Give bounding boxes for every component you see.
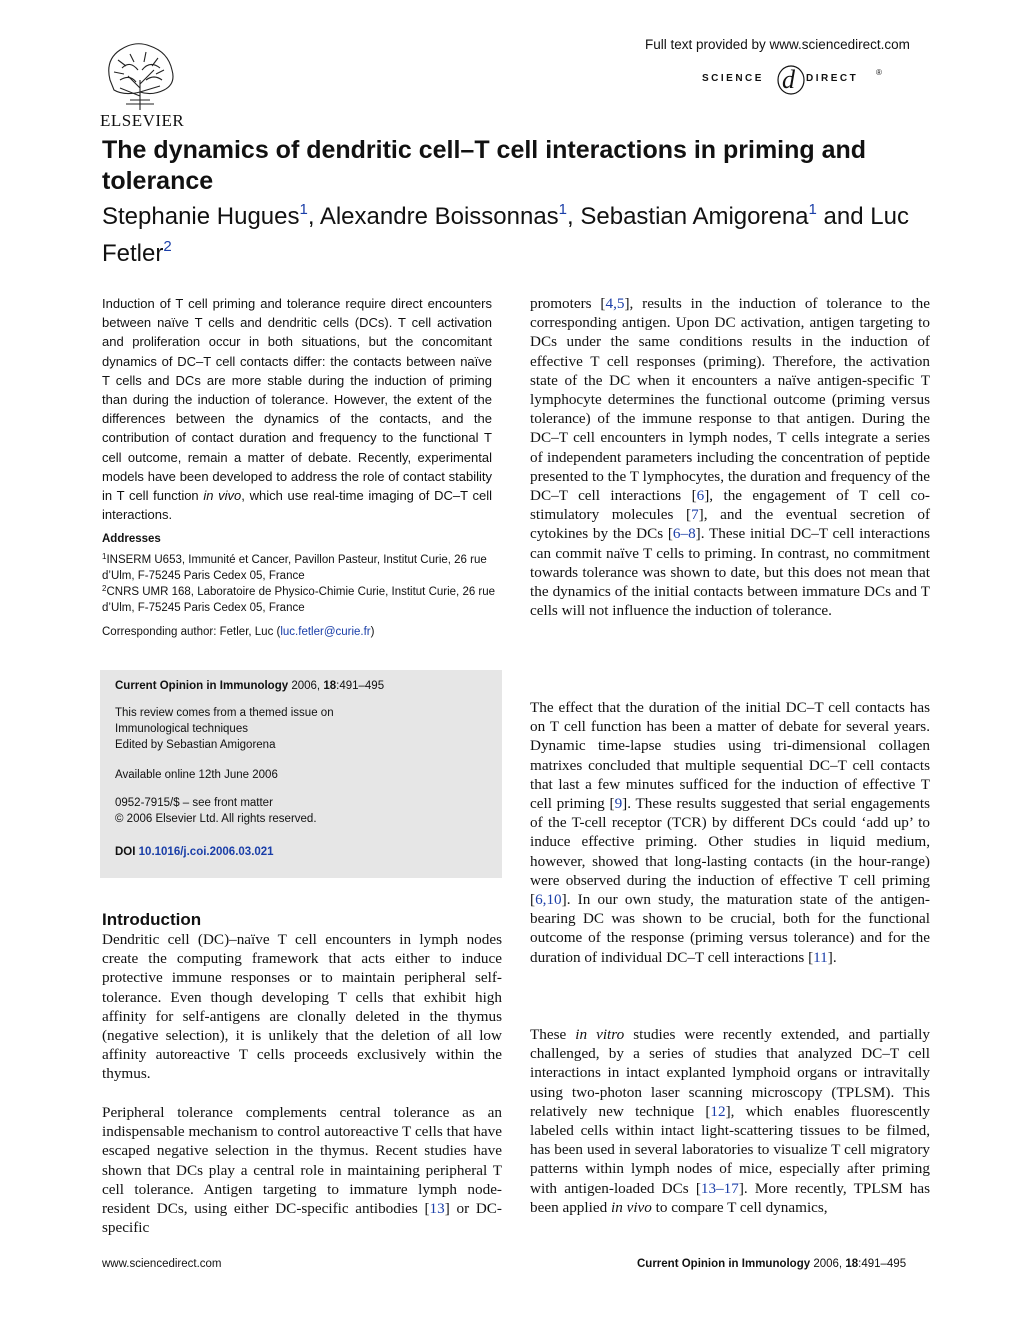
body-text: ]. — [827, 948, 837, 966]
sd-logo-left: SCIENCE — [702, 73, 764, 84]
infobox-doi — [115, 844, 485, 860]
infobox-copyright: © 2006 Elsevier Ltd. All rights reserved. — [115, 813, 317, 825]
infobox-journal: Current Opinion in Immunology — [115, 680, 289, 692]
body-text: ] or DC-specific — [102, 1200, 502, 1237]
infobox-themed-line1: This review comes from a themed issue on — [115, 707, 334, 719]
author-separator: and — [816, 203, 871, 230]
publisher-name: ELSEVIER — [100, 111, 185, 130]
infobox-rights — [115, 795, 485, 827]
infobox-edited-by: Edited by Sebastian Amigorena — [115, 739, 276, 751]
author-separator: , — [307, 203, 320, 230]
fulltext-notice[interactable]: Full text provided by www.sciencedirect.com — [645, 37, 910, 52]
sd-logo-mark-icon — [774, 58, 808, 98]
body-text: ]. In our own study, the maturation state of the antigen-bearing DC was shown to be crucial, both for the functional outcome of the response (priming versus tolerance) and for the duration of individual DC–T cell interactions [ — [530, 891, 930, 966]
infobox-doi-link[interactable]: 10.1016/j.coi.2006.03.021 — [138, 846, 274, 858]
infobox-themed-line2: Immunological techniques — [115, 723, 248, 735]
intro-paragraph-2 — [102, 1103, 502, 1237]
article-info-box — [100, 670, 502, 878]
infobox-citation — [115, 678, 485, 694]
citation-link[interactable]: 6 — [696, 487, 705, 505]
infobox-themed — [115, 705, 485, 753]
footer-volume: 18 — [845, 1258, 859, 1270]
author-affiliation: 2 — [163, 238, 172, 255]
footer-year: 2006, — [813, 1258, 843, 1270]
sd-logo-registered-icon: ® — [876, 68, 882, 77]
body-text: ]. More recently, TPLSM has been applied — [530, 1179, 931, 1216]
corresponding-prefix: Corresponding author: Fetler, Luc ( — [102, 626, 281, 638]
body-text: promoters [ — [530, 295, 606, 312]
body-text: These — [530, 1026, 576, 1043]
body-text: ], and the eventual secretion of cytokines by the DCs [ — [530, 506, 931, 543]
author-name: Stephanie Hugues — [102, 203, 300, 230]
abstract-italic: in vivo — [203, 488, 242, 504]
body-text: ], which enables fluorescently labeled cells within intact light-scattering tissues to be filmed, has been used in several laboratories to visualize T cell migratory patterns within lymph nodes of mice, especially after priming with antigen-loaded DCs [ — [530, 1102, 931, 1197]
body-text: ]. These results suggested that serial engagements of the T-cell receptor (TCR) by different DCs could ‘add up’ to induce effective priming. Other studies in liquid medium, however, showed that long-lasting contacts (in the hour-range) were observed during the induction of effective T cell priming [ — [530, 795, 930, 909]
svg-text:d: d — [782, 65, 795, 94]
right-paragraph-2 — [530, 698, 930, 967]
citation-link[interactable]: 4,5 — [605, 295, 625, 312]
footer-website[interactable]: www.sciencedirect.com — [102, 1258, 222, 1270]
corresponding-author — [102, 626, 375, 638]
body-text: Peripheral tolerance complements central tolerance as an indispensable mechanism to control autoreactive T cells that have escaped negative selection in the thymus. Recent studies have shown that DCs play a central role in maintaining peripheral T cell tolerance. Antigen targeting to immature lymph node-resident DCs, using either DC-specific antibodies [ — [102, 1104, 502, 1218]
citation-link[interactable]: 6,10 — [535, 891, 562, 909]
body-italic: in vivo — [610, 1198, 652, 1216]
corresponding-email-link[interactable]: luc.fetler@curie.fr — [280, 626, 371, 638]
article-title: The dynamics of dendritic cell–T cell interactions in priming and tolerance — [102, 136, 867, 195]
citation-link[interactable]: 11 — [813, 948, 828, 966]
citation-link[interactable]: 13–17 — [700, 1179, 739, 1197]
section-heading-introduction: Introduction — [102, 910, 202, 929]
abstract — [102, 294, 492, 524]
author-list — [102, 195, 932, 269]
body-text: ], the engagement of T cell co-stimulatory molecules [ — [530, 487, 930, 524]
body-text: The effect that the duration of the initial DC–T cell contacts has on T cell function has been a matter of debate for several years. Dynamic time-lapse studies using tri-dimensional collagen matrixes concluded that multiple sequential DC–T cell contacts that last a few minutes sufficed for the induction of effective T cell priming [ — [530, 699, 930, 813]
right-paragraph-3 — [530, 1025, 930, 1217]
abstract-text-end: , which use real-time imaging of DC–T cell interactions. — [102, 488, 492, 523]
citation-link[interactable]: 12 — [710, 1102, 726, 1120]
corresponding-suffix: ) — [370, 626, 375, 638]
citation-link[interactable]: 7 — [691, 506, 699, 524]
address-number: 2 — [102, 584, 107, 593]
right-paragraph-1 — [530, 294, 930, 620]
author-separator: , — [567, 203, 581, 230]
abstract-text: Induction of T cell priming and tolerance require direct encounters between naïve T cells and dendritic cells (DCs). T cell activation and proliferation occur in both situations, but the concomitant dynamics of DC–T cell contacts differ: the contacts between naïve T cells and DCs are more stable during the induction of priming than during the induction of tolerance. However, the extent of the differences between the dynamics of the contacts, and the contribution of contact duration and frequency to the functional T cell outcome, remain a matter of debate. Recently, experimental models have been developed to address the role of contact stability in T cell function — [102, 296, 492, 504]
body-text: studies were recently extended, and partially challenged, by a series of studies that analyzed DC–T cell interactions in intact explanted lymphoid organs or intravitally using two-photon laser scanning microscopy (TPLSM). This relatively new technique [ — [530, 1026, 930, 1120]
author-affiliation: 1 — [808, 201, 817, 218]
infobox-pages: :491–495 — [336, 680, 385, 692]
citation-link[interactable]: 13 — [429, 1200, 445, 1218]
infobox-year: 2006, — [291, 680, 321, 692]
address-1 — [102, 549, 500, 584]
author-name: Luc Fetler — [102, 203, 909, 267]
author-name: Sebastian Amigorena — [580, 203, 809, 230]
body-text: ], results in the induction of tolerance to the corresponding antigen. Upon DC activation, antigen targeting to DCs under the same conditions results in the induction of effective T cell responses (priming). Therefore, the activation state of the DC when it encounters a naïve antigen-specific T lymphocyte determines the functional outcome (priming versus tolerance) of the immune response to that antigen. During the DC–T cell encounters in lymph nodes, T cells integrate a series of independent parameters including the concentration of peptide presented to the T lymphocytes, the duration and frequency of the DC–T cell interactions [ — [530, 295, 930, 505]
infobox-issn: 0952-7915/$ – see front matter — [115, 797, 273, 809]
author-affiliation: 1 — [558, 201, 568, 218]
citation-link[interactable]: 6–8 — [672, 525, 696, 543]
infobox-volume: 18 — [323, 680, 337, 692]
body-text: to compare T cell dynamics, — [651, 1198, 828, 1216]
address-2 — [102, 581, 500, 616]
infobox-doi-label: DOI — [115, 846, 136, 858]
footer-pages: :491–495 — [858, 1258, 907, 1270]
author-name: Alexandre Boissonnas — [319, 203, 559, 230]
sciencedirect-logo[interactable] — [700, 60, 880, 98]
footer-citation — [637, 1258, 906, 1270]
address-text: INSERM U653, Immunité et Cancer, Pavillon Pasteur, Institut Curie, 26 rue d’Ulm, F-75245 Paris Cedex 05, France — [102, 554, 487, 582]
author-affiliation: 1 — [299, 201, 308, 218]
infobox-available: Available online 12th June 2006 — [115, 769, 278, 781]
body-text: ]. These initial DC–T cell interactions can commit naïve T cells to priming. In contrast, no commitment towards tolerance was shown to date, but this does not mean that the dynamics of the initial contacts between immature DCs and T cells will not influence the induction of tolerance. — [530, 525, 930, 620]
sd-logo-right: DIRECT — [806, 73, 859, 84]
address-text: CNRS UMR 168, Laboratoire de Physico-Chimie Curie, Institut Curie, 26 rue d’Ulm, F-75245 Paris Cedex 05, France — [102, 586, 496, 614]
body-italic: in vitro — [575, 1026, 625, 1043]
address-number: 1 — [102, 552, 107, 561]
addresses-heading: Addresses — [102, 533, 161, 545]
footer-journal: Current Opinion in Immunology — [637, 1258, 811, 1270]
intro-paragraph-1: Dendritic cell (DC)–naïve T cell encounters in lymph nodes create the computing framework that acts either to induce protective immune responses or to maintain peripheral self-tolerance. Even though developing T cells that exhibit high affinity for self-antigens are clonally deleted in the thymus (negative selection), it is unlikely that the deletion of all low affinity autoreactive T cells proceeds exclusively within the thymus. — [102, 931, 502, 1083]
citation-link[interactable]: 9 — [614, 795, 623, 813]
